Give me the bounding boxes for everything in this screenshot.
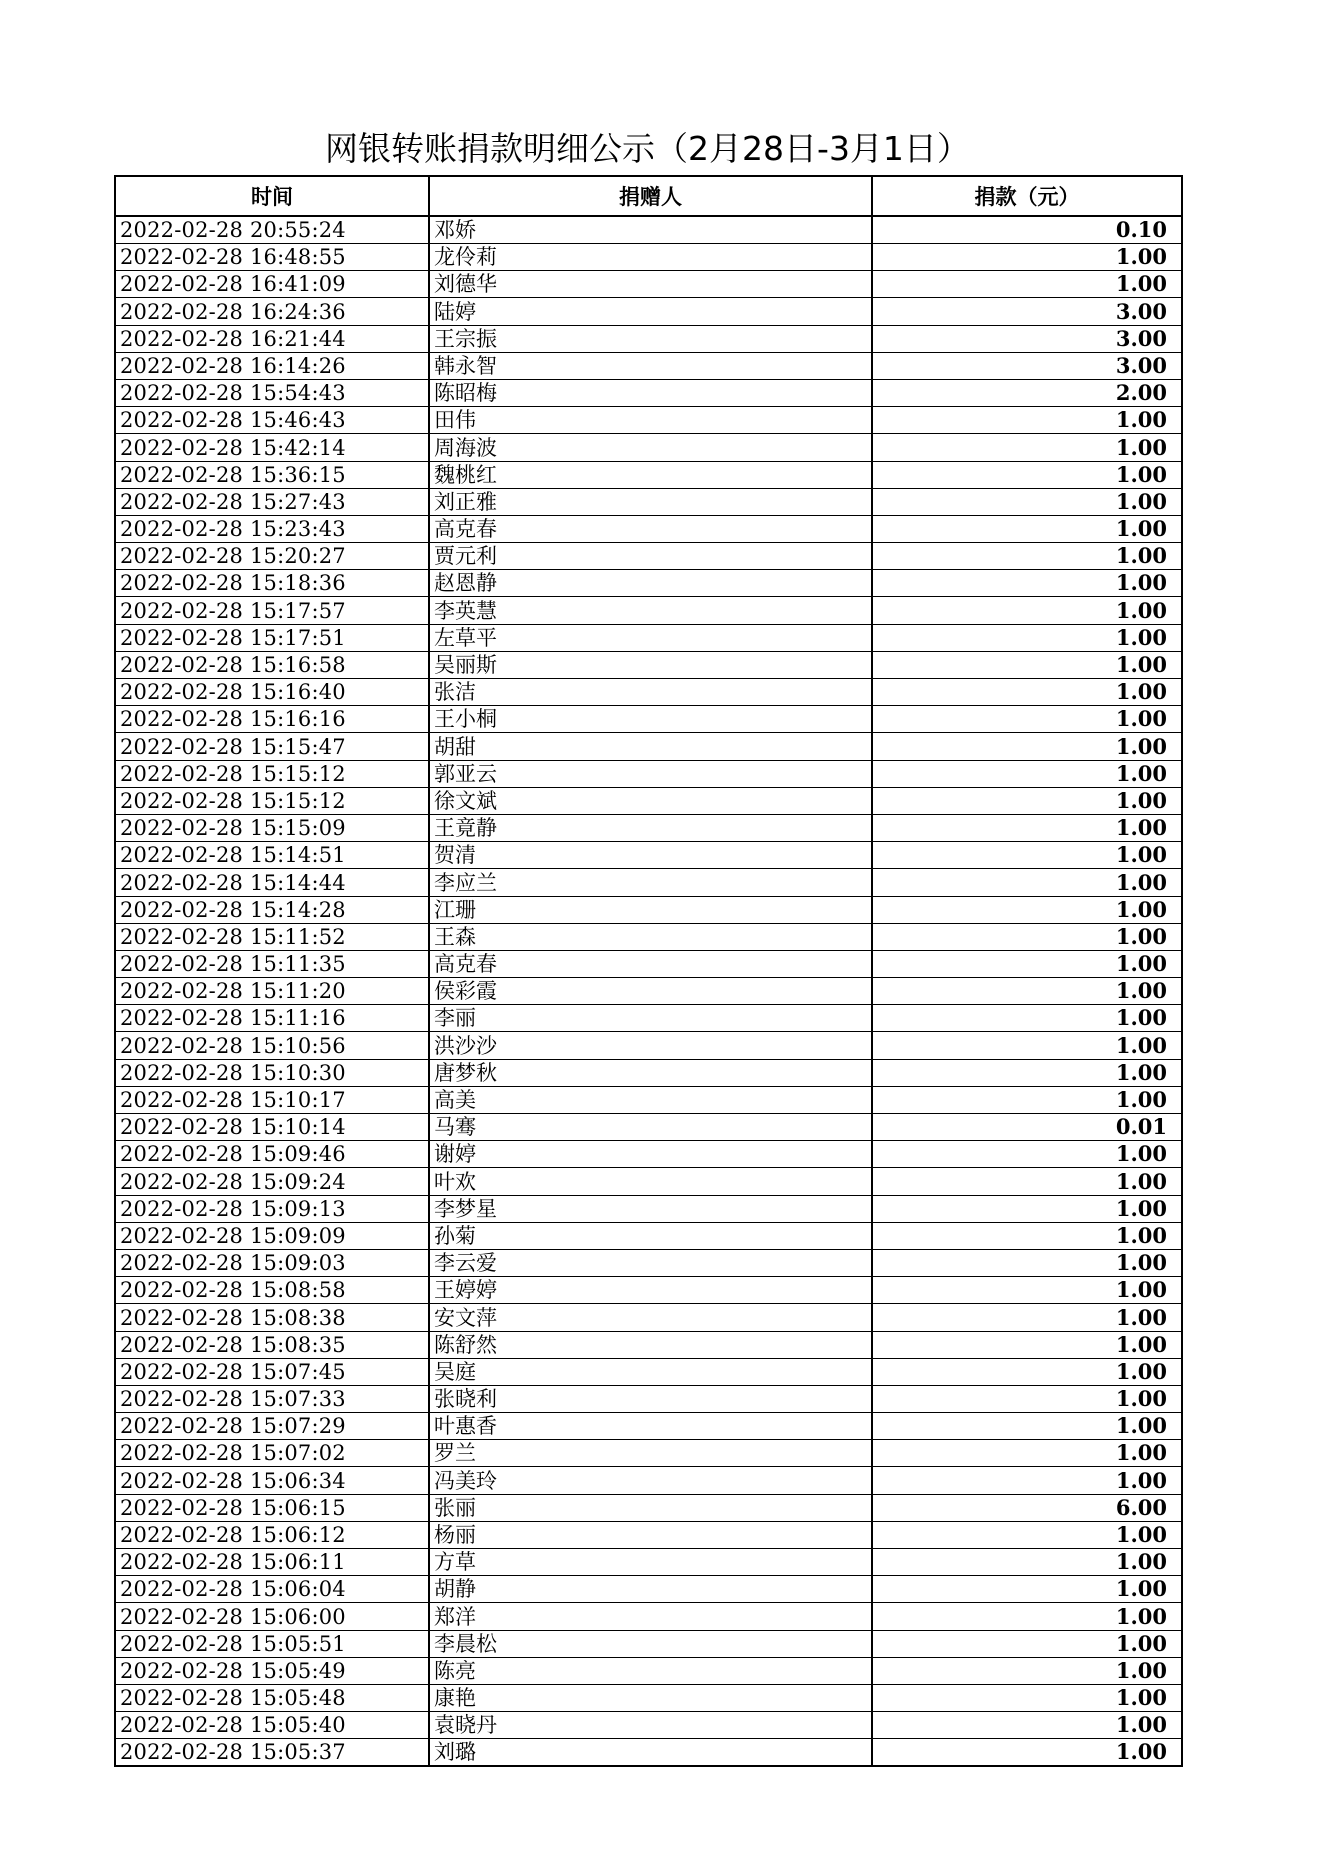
cell-donor: 叶欢 (429, 1168, 872, 1195)
cell-time: 2022-02-28 15:11:52 (115, 923, 429, 950)
table-row (115, 1277, 1182, 1304)
cell-amount: 1.00 (872, 1141, 1182, 1168)
cell-time: 2022-02-28 15:11:20 (115, 978, 429, 1005)
cell-amount: 1.00 (872, 1331, 1182, 1358)
table-row (115, 325, 1182, 352)
cell-amount: 3.00 (872, 352, 1182, 379)
cell-donor: 江珊 (429, 896, 872, 923)
cell-time: 2022-02-28 15:05:37 (115, 1739, 429, 1767)
cell-amount: 1.00 (872, 896, 1182, 923)
cell-donor: 刘璐 (429, 1739, 872, 1767)
cell-amount: 1.00 (872, 1603, 1182, 1630)
table-row (115, 1114, 1182, 1141)
cell-time: 2022-02-28 15:10:14 (115, 1114, 429, 1141)
table-row (115, 407, 1182, 434)
cell-amount: 1.00 (872, 515, 1182, 542)
cell-donor: 袁晓丹 (429, 1712, 872, 1739)
cell-donor: 赵恩静 (429, 570, 872, 597)
cell-time: 2022-02-28 15:54:43 (115, 379, 429, 406)
table-row (115, 379, 1182, 406)
cell-donor: 罗兰 (429, 1440, 872, 1467)
cell-amount: 1.00 (872, 1521, 1182, 1548)
cell-amount: 3.00 (872, 298, 1182, 325)
cell-time: 2022-02-28 15:08:58 (115, 1277, 429, 1304)
cell-amount: 1.00 (872, 1249, 1182, 1276)
column-header-time: 时间 (115, 176, 429, 216)
cell-amount: 1.00 (872, 1222, 1182, 1249)
table-row (115, 978, 1182, 1005)
cell-donor: 田伟 (429, 407, 872, 434)
cell-time: 2022-02-28 15:06:34 (115, 1467, 429, 1494)
cell-time: 2022-02-28 15:16:40 (115, 679, 429, 706)
cell-time: 2022-02-28 15:11:16 (115, 1005, 429, 1032)
cell-amount: 1.00 (872, 651, 1182, 678)
cell-time: 2022-02-28 15:05:48 (115, 1684, 429, 1711)
table-row (115, 869, 1182, 896)
cell-amount: 1.00 (872, 1576, 1182, 1603)
cell-time: 2022-02-28 15:06:12 (115, 1521, 429, 1548)
cell-amount: 1.00 (872, 1440, 1182, 1467)
cell-time: 2022-02-28 15:15:12 (115, 760, 429, 787)
cell-time: 2022-02-28 15:07:02 (115, 1440, 429, 1467)
table-row (115, 1249, 1182, 1276)
cell-donor: 康艳 (429, 1684, 872, 1711)
cell-amount: 6.00 (872, 1494, 1182, 1521)
cell-amount: 1.00 (872, 1086, 1182, 1113)
cell-amount: 1.00 (872, 950, 1182, 977)
table-row (115, 543, 1182, 570)
table-row (115, 461, 1182, 488)
cell-donor: 王婷婷 (429, 1277, 872, 1304)
cell-time: 2022-02-28 15:09:24 (115, 1168, 429, 1195)
cell-donor: 孙菊 (429, 1222, 872, 1249)
table-row (115, 1141, 1182, 1168)
cell-time: 2022-02-28 15:20:27 (115, 543, 429, 570)
table-row (115, 216, 1182, 244)
cell-donor: 龙伶莉 (429, 244, 872, 271)
table-row (115, 298, 1182, 325)
table-row (115, 1630, 1182, 1657)
cell-time: 2022-02-28 15:10:30 (115, 1059, 429, 1086)
cell-amount: 1.00 (872, 842, 1182, 869)
cell-time: 2022-02-28 16:21:44 (115, 325, 429, 352)
cell-time: 2022-02-28 15:07:33 (115, 1385, 429, 1412)
table-row (115, 1005, 1182, 1032)
cell-time: 2022-02-28 15:17:57 (115, 597, 429, 624)
cell-time: 2022-02-28 16:24:36 (115, 298, 429, 325)
cell-donor: 刘德华 (429, 271, 872, 298)
cell-amount: 1.00 (872, 1358, 1182, 1385)
table-row (115, 488, 1182, 515)
cell-amount: 1.00 (872, 923, 1182, 950)
column-header-donor: 捐赠人 (429, 176, 872, 216)
cell-donor: 张洁 (429, 679, 872, 706)
table-row (115, 1385, 1182, 1412)
cell-time: 2022-02-28 15:09:03 (115, 1249, 429, 1276)
cell-donor: 王宗振 (429, 325, 872, 352)
table-row (115, 1467, 1182, 1494)
cell-donor: 韩永智 (429, 352, 872, 379)
cell-amount: 1.00 (872, 543, 1182, 570)
cell-amount: 1.00 (872, 488, 1182, 515)
table-row (115, 1086, 1182, 1113)
table-row (115, 244, 1182, 271)
cell-donor: 王小桐 (429, 706, 872, 733)
cell-donor: 李梦星 (429, 1195, 872, 1222)
cell-donor: 魏桃红 (429, 461, 872, 488)
cell-donor: 左草平 (429, 624, 872, 651)
cell-donor: 贺清 (429, 842, 872, 869)
cell-amount: 1.00 (872, 244, 1182, 271)
cell-amount: 1.00 (872, 1467, 1182, 1494)
cell-time: 2022-02-28 15:14:51 (115, 842, 429, 869)
cell-time: 2022-02-28 15:10:17 (115, 1086, 429, 1113)
cell-donor: 陈昭梅 (429, 379, 872, 406)
cell-time: 2022-02-28 15:06:00 (115, 1603, 429, 1630)
cell-amount: 1.00 (872, 978, 1182, 1005)
cell-time: 2022-02-28 15:09:09 (115, 1222, 429, 1249)
cell-donor: 吴庭 (429, 1358, 872, 1385)
cell-time: 2022-02-28 15:05:40 (115, 1712, 429, 1739)
cell-amount: 1.00 (872, 1168, 1182, 1195)
column-header-amount: 捐款（元） (872, 176, 1182, 216)
cell-time: 2022-02-28 16:48:55 (115, 244, 429, 271)
cell-time: 2022-02-28 15:10:56 (115, 1032, 429, 1059)
cell-amount: 0.01 (872, 1114, 1182, 1141)
cell-amount: 2.00 (872, 379, 1182, 406)
cell-time: 2022-02-28 15:18:36 (115, 570, 429, 597)
cell-amount: 1.00 (872, 1304, 1182, 1331)
cell-amount: 3.00 (872, 325, 1182, 352)
cell-amount: 1.00 (872, 733, 1182, 760)
cell-amount: 1.00 (872, 1684, 1182, 1711)
cell-time: 2022-02-28 15:07:29 (115, 1413, 429, 1440)
table-row (115, 1440, 1182, 1467)
table-row (115, 1684, 1182, 1711)
page-title: 网银转账捐款明细公示（2月28日-3月1日） (325, 129, 970, 168)
table-row (115, 651, 1182, 678)
cell-amount: 0.10 (872, 216, 1182, 244)
cell-time: 2022-02-28 15:08:35 (115, 1331, 429, 1358)
cell-time: 2022-02-28 15:16:16 (115, 706, 429, 733)
table-row (115, 787, 1182, 814)
cell-time: 2022-02-28 15:15:12 (115, 787, 429, 814)
cell-donor: 陈舒然 (429, 1331, 872, 1358)
cell-donor: 邓娇 (429, 216, 872, 244)
cell-amount: 1.00 (872, 706, 1182, 733)
table-row (115, 1576, 1182, 1603)
table-row (115, 434, 1182, 461)
table-row (115, 1549, 1182, 1576)
cell-amount: 1.00 (872, 434, 1182, 461)
cell-time: 2022-02-28 15:06:11 (115, 1549, 429, 1576)
table-row (115, 352, 1182, 379)
cell-time: 2022-02-28 15:14:28 (115, 896, 429, 923)
cell-donor: 李应兰 (429, 869, 872, 896)
cell-donor: 杨丽 (429, 1521, 872, 1548)
table-row (115, 1413, 1182, 1440)
table-row (115, 1712, 1182, 1739)
cell-donor: 谢婷 (429, 1141, 872, 1168)
cell-amount: 1.00 (872, 271, 1182, 298)
cell-amount: 1.00 (872, 679, 1182, 706)
cell-donor: 吴丽斯 (429, 651, 872, 678)
table-row (115, 1521, 1182, 1548)
cell-donor: 王竟静 (429, 814, 872, 841)
cell-amount: 1.00 (872, 787, 1182, 814)
cell-amount: 1.00 (872, 760, 1182, 787)
cell-donor: 张丽 (429, 1494, 872, 1521)
table-row (115, 1657, 1182, 1684)
cell-amount: 1.00 (872, 1059, 1182, 1086)
cell-time: 2022-02-28 15:09:13 (115, 1195, 429, 1222)
table-row (115, 597, 1182, 624)
cell-time: 2022-02-28 15:27:43 (115, 488, 429, 515)
cell-time: 2022-02-28 16:14:26 (115, 352, 429, 379)
table-row (115, 733, 1182, 760)
cell-donor: 陆婷 (429, 298, 872, 325)
cell-donor: 郑洋 (429, 1603, 872, 1630)
table-row (115, 1032, 1182, 1059)
cell-donor: 李云爱 (429, 1249, 872, 1276)
cell-amount: 1.00 (872, 1739, 1182, 1767)
table-row (115, 1331, 1182, 1358)
cell-amount: 1.00 (872, 597, 1182, 624)
table-row (115, 950, 1182, 977)
cell-donor: 徐文斌 (429, 787, 872, 814)
cell-time: 2022-02-28 15:15:09 (115, 814, 429, 841)
cell-amount: 1.00 (872, 461, 1182, 488)
table-row (115, 1168, 1182, 1195)
cell-time: 2022-02-28 15:09:46 (115, 1141, 429, 1168)
cell-time: 2022-02-28 15:05:51 (115, 1630, 429, 1657)
table-row (115, 570, 1182, 597)
cell-time: 2022-02-28 15:23:43 (115, 515, 429, 542)
table-row (115, 923, 1182, 950)
cell-donor: 胡甜 (429, 733, 872, 760)
table-row (115, 679, 1182, 706)
cell-time: 2022-02-28 15:16:58 (115, 651, 429, 678)
cell-amount: 1.00 (872, 1630, 1182, 1657)
cell-amount: 1.00 (872, 1413, 1182, 1440)
table-row (115, 1195, 1182, 1222)
cell-time: 2022-02-28 15:42:14 (115, 434, 429, 461)
cell-donor: 陈亮 (429, 1657, 872, 1684)
cell-amount: 1.00 (872, 869, 1182, 896)
cell-donor: 洪沙沙 (429, 1032, 872, 1059)
table-row (115, 624, 1182, 651)
cell-time: 2022-02-28 15:08:38 (115, 1304, 429, 1331)
cell-donor: 马骞 (429, 1114, 872, 1141)
table-row (115, 1603, 1182, 1630)
table-row (115, 760, 1182, 787)
cell-amount: 1.00 (872, 1005, 1182, 1032)
cell-donor: 安文萍 (429, 1304, 872, 1331)
table-row (115, 515, 1182, 542)
table-row (115, 842, 1182, 869)
cell-donor: 冯美玲 (429, 1467, 872, 1494)
cell-donor: 李丽 (429, 1005, 872, 1032)
table-body (115, 216, 1182, 1766)
cell-time: 2022-02-28 15:05:49 (115, 1657, 429, 1684)
cell-amount: 1.00 (872, 814, 1182, 841)
cell-amount: 1.00 (872, 1032, 1182, 1059)
cell-time: 2022-02-28 15:46:43 (115, 407, 429, 434)
cell-time: 2022-02-28 15:07:45 (115, 1358, 429, 1385)
cell-donor: 刘正雅 (429, 488, 872, 515)
table-header-row (115, 176, 1182, 216)
cell-donor: 高克春 (429, 515, 872, 542)
cell-donor: 方草 (429, 1549, 872, 1576)
table-row (115, 1494, 1182, 1521)
cell-donor: 胡静 (429, 1576, 872, 1603)
table-row (115, 1059, 1182, 1086)
table-row (115, 706, 1182, 733)
cell-amount: 1.00 (872, 570, 1182, 597)
cell-donor: 李晨松 (429, 1630, 872, 1657)
table-row (115, 1222, 1182, 1249)
table-row (115, 814, 1182, 841)
cell-time: 2022-02-28 15:11:35 (115, 950, 429, 977)
cell-donor: 郭亚云 (429, 760, 872, 787)
cell-donor: 贾元利 (429, 543, 872, 570)
cell-amount: 1.00 (872, 1277, 1182, 1304)
cell-time: 2022-02-28 15:14:44 (115, 869, 429, 896)
cell-time: 2022-02-28 20:55:24 (115, 216, 429, 244)
cell-donor: 高美 (429, 1086, 872, 1113)
cell-amount: 1.00 (872, 624, 1182, 651)
cell-donor: 周海波 (429, 434, 872, 461)
cell-time: 2022-02-28 15:17:51 (115, 624, 429, 651)
donation-table (114, 175, 1183, 1767)
cell-time: 2022-02-28 15:36:15 (115, 461, 429, 488)
cell-amount: 1.00 (872, 1549, 1182, 1576)
cell-donor: 王森 (429, 923, 872, 950)
cell-time: 2022-02-28 15:15:47 (115, 733, 429, 760)
cell-donor: 李英慧 (429, 597, 872, 624)
cell-amount: 1.00 (872, 1195, 1182, 1222)
cell-donor: 张晓利 (429, 1385, 872, 1412)
cell-amount: 1.00 (872, 407, 1182, 434)
cell-donor: 侯彩霞 (429, 978, 872, 1005)
cell-amount: 1.00 (872, 1657, 1182, 1684)
cell-donor: 叶惠香 (429, 1413, 872, 1440)
cell-amount: 1.00 (872, 1385, 1182, 1412)
cell-amount: 1.00 (872, 1712, 1182, 1739)
table-row (115, 271, 1182, 298)
table-row (115, 1358, 1182, 1385)
table-row (115, 1304, 1182, 1331)
table-row (115, 896, 1182, 923)
table-row (115, 1739, 1182, 1767)
cell-donor: 高克春 (429, 950, 872, 977)
cell-time: 2022-02-28 15:06:15 (115, 1494, 429, 1521)
cell-time: 2022-02-28 15:06:04 (115, 1576, 429, 1603)
cell-time: 2022-02-28 16:41:09 (115, 271, 429, 298)
cell-donor: 唐梦秋 (429, 1059, 872, 1086)
